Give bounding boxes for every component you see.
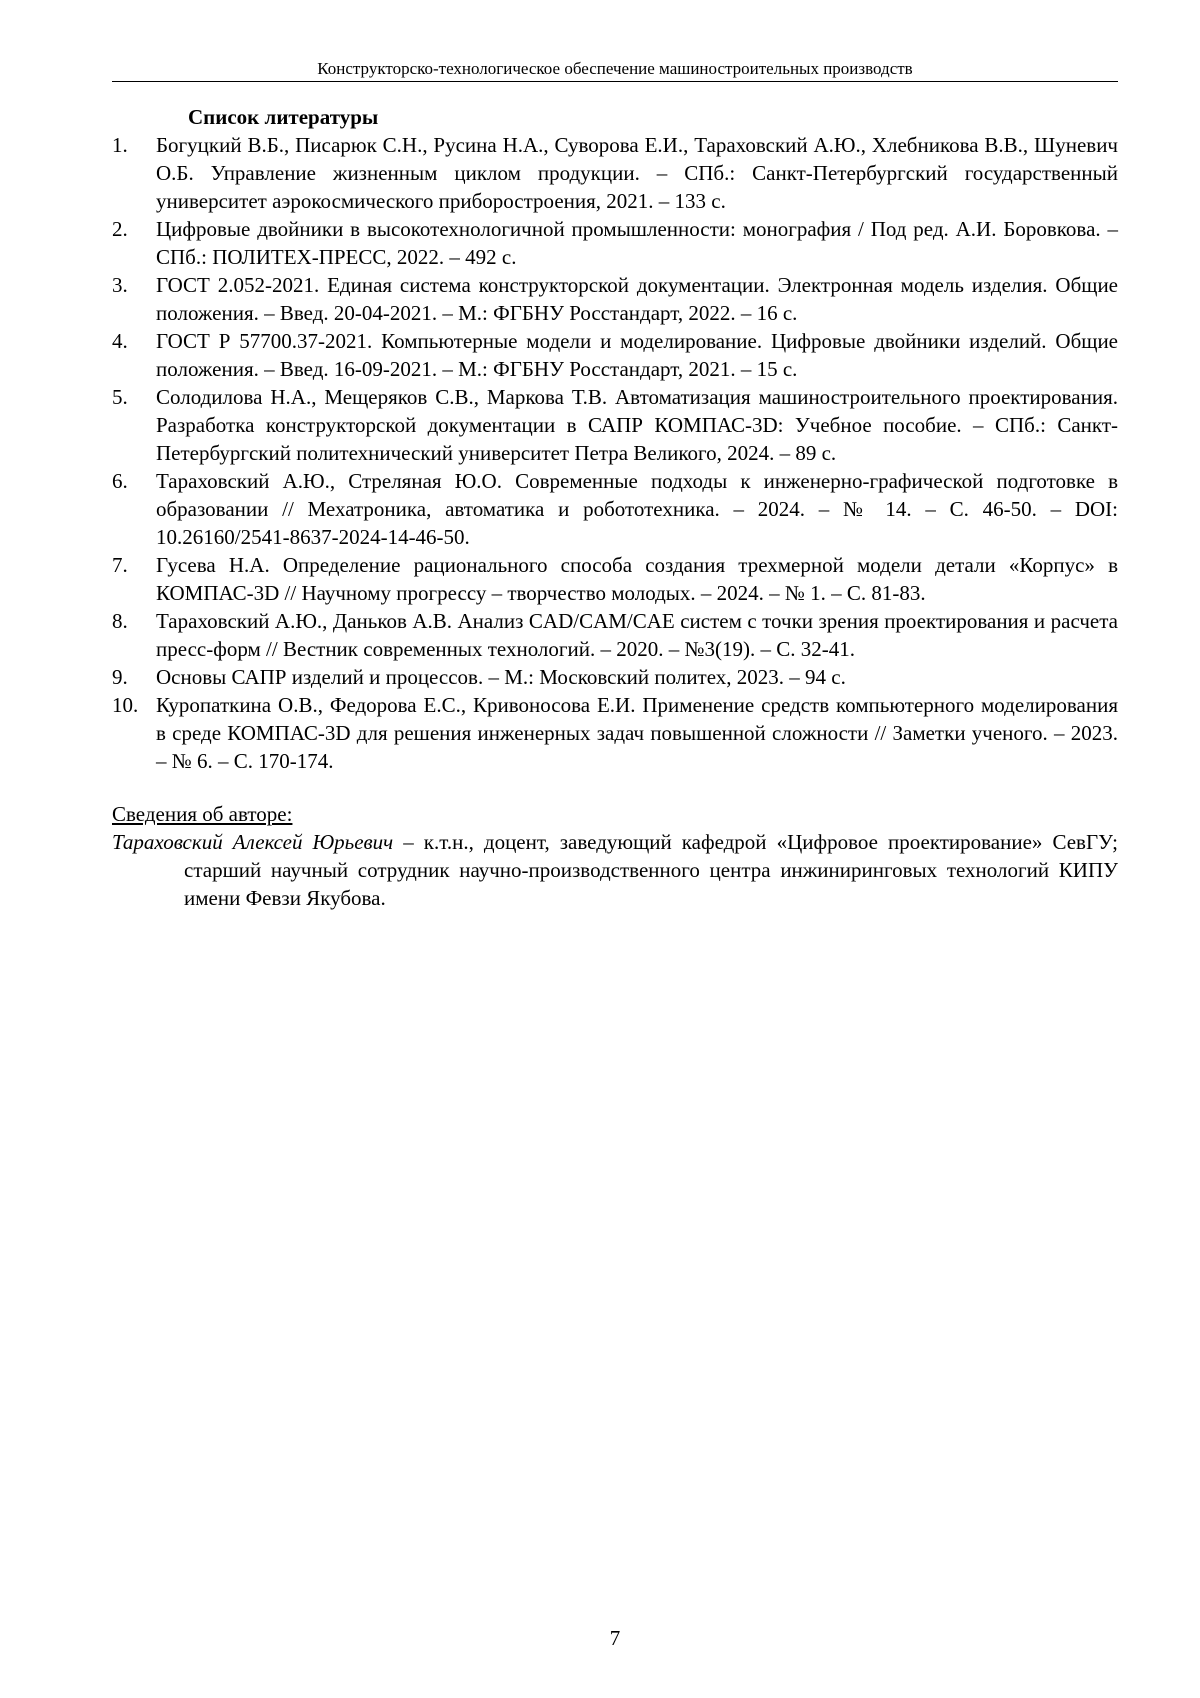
running-header: Конструкторско-технологическое обеспечение машиностроительных производств: [317, 59, 913, 78]
reference-text: Цифровые двойники в высокотехнологичной промышленности: монография / Под ред. А.И. Боровкова. – СПб.: ПОЛИТЕХ-ПРЕСС, 2022. – 492 с.: [156, 217, 1118, 269]
reference-text: ГОСТ 2.052-2021. Единая система конструкторской документации. Электронная модель изделия. Общие положения. – Введ. 20-04-2021. – М.: ФГБНУ Росстандарт, 2022. – 16 с.: [156, 273, 1118, 325]
header-divider: [112, 81, 1118, 82]
reference-text: Куропаткина О.В., Федорова Е.С., Кривоносова Е.И. Применение средств компьютерного моделирования в среде КОМПАС-3D для решения инженерных задач повышенной сложности // Заметки ученого. – 2023. – № 6. – С. 170-174.: [156, 693, 1118, 773]
reference-item: [112, 327, 1118, 383]
author-details: – к.т.н., доцент, заведующий кафедрой «Цифровое проектирование» СевГУ; старший научный сотрудник научно-производственного центра инжиниринговых технологий КИПУ имени Февзи Якубова.: [184, 830, 1119, 910]
reference-item: [112, 383, 1118, 467]
reference-text: Солодилова Н.А., Мещеряков С.В., Маркова Т.В. Автоматизация машиностроительного проектирования. Разработка конструкторской документации в САПР КОМПАС-3D: Учебное пособие. – СПб.: Санкт-Петербургский политехнический университет Петра Великого, 2024. – 89 с.: [156, 385, 1118, 465]
reference-item: [112, 663, 1118, 691]
reference-number: 7.: [112, 553, 128, 577]
reference-item: [112, 691, 1118, 775]
reference-number: 3.: [112, 273, 128, 297]
reference-item: [112, 467, 1118, 551]
reference-list: [112, 131, 1118, 775]
reference-text: Богуцкий В.Б., Писарюк С.Н., Русина Н.А., Суворова Е.И., Тараховский А.Ю., Хлебникова В.В., Шуневич О.Б. Управление жизненным циклом продукции. – СПб.: Санкт-Петербургский государственный университет аэрокосмического приборостроения, 2021. – 133 с.: [156, 133, 1118, 213]
reference-number: 6.: [112, 469, 128, 493]
reference-number: 4.: [112, 329, 128, 353]
reference-text: ГОСТ Р 57700.37-2021. Компьютерные модели и моделирование. Цифровые двойники изделий. Общие положения. – Введ. 16-09-2021. – М.: ФГБНУ Росстандарт, 2021. – 15 с.: [156, 329, 1118, 381]
reference-item: [112, 215, 1118, 271]
author-section-heading: Сведения об авторе:: [112, 802, 293, 826]
reference-text: Тараховский А.Ю., Стреляная Ю.О. Современные подходы к инженерно-графической подготовке в образовании // Мехатроника, автоматика и робототехника. – 2024. – № 14. – С. 46-50. – DOI: 10.26160/2541-8637-2024-14-46-50.: [156, 469, 1118, 549]
reference-text: Гусева Н.А. Определение рационального способа создания трехмерной модели детали «Корпус» в КОМПАС-3D // Научному прогрессу – творчество молодых. – 2024. – № 1. – С. 81-83.: [156, 553, 1118, 605]
reference-number: 9.: [112, 665, 128, 689]
author-name: Тараховский Алексей Юрьевич: [112, 830, 394, 854]
reference-item: [112, 551, 1118, 607]
references-title: Список литературы: [188, 105, 379, 129]
reference-number: 10.: [112, 693, 139, 717]
reference-text: Тараховский А.Ю., Даньков А.В. Анализ CAD/CAM/CAE систем с точки зрения проектирования и расчета пресс-форм // Вестник современных технологий. – 2020. – №3(19). – С. 32-41.: [156, 609, 1118, 661]
reference-number: 2.: [112, 217, 128, 241]
reference-number: 1.: [112, 133, 128, 157]
page-content: [112, 103, 1118, 912]
reference-item: [112, 607, 1118, 663]
reference-item: [112, 131, 1118, 215]
reference-text: Основы САПР изделий и процессов. – М.: Московский политех, 2023. – 94 с.: [156, 665, 846, 689]
page-number: 7: [609, 1626, 621, 1650]
reference-item: [112, 271, 1118, 327]
reference-number: 5.: [112, 385, 128, 409]
reference-number: 8.: [112, 609, 128, 633]
author-info: [112, 828, 1118, 912]
